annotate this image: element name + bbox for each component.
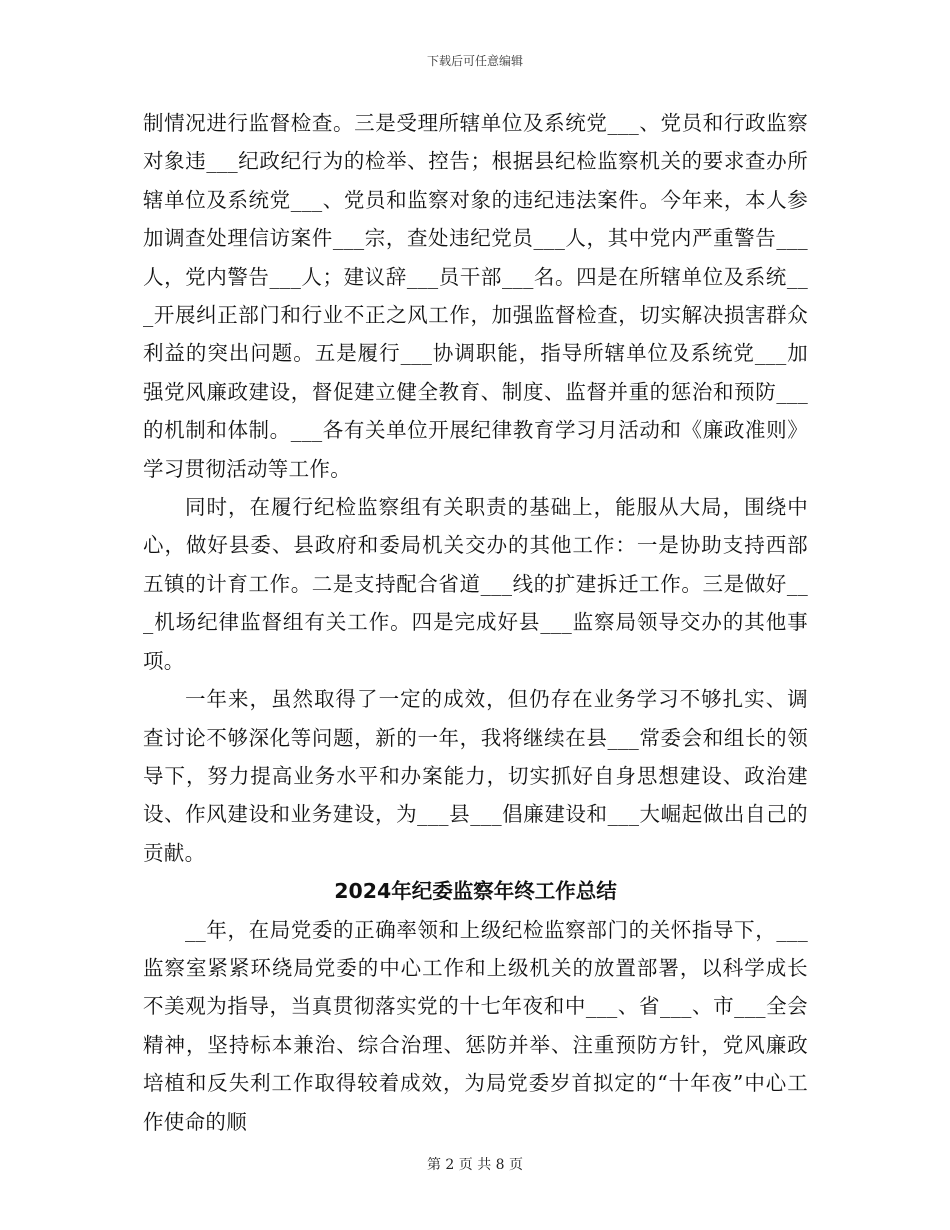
section-title: 2024年纪委监察年终工作总结: [334, 879, 617, 904]
paragraph-continued: 制情况进行监督检查。三是受理所辖单位及系统党___、党员和行政监察对象违___纪政纪行为的检举、控告；根据县纪检监察机关的要求查办所辖单位及系统党___、党员和监察对象的违纪违法案件。今年来，本人参加调查处理信访案件___宗，查处违纪党员___人，其中党内严重警告___人，党内警告___人；建议辞___员干部___名。四是在所辖单位及系统___开展纠正部门和行业不正之风工作，加强监督检查，切实解决损害群众利益的突出问题。五是履行___协调职能，指导所辖单位及系统党___加强党风廉政建设，督促建立健全教育、制度、监督并重的惩治和预防___的机制和体制。___各有关单位开展纪律教育学习月活动和《廉政准则》学习贯彻活动等工作。: [143, 111, 808, 481]
paragraph-section-intro: __年，在局党委的正确率领和上级纪检监察部门的关怀指导下，___监察室紧紧环绕局党委的中心工作和上级机关的放置部署，以科学成长不美观为指导，当真贯彻落实党的十七年夜和中___、省___、市___全会精神，坚持标本兼治、综合治理、惩防并举、注重预防方针，党风廉政培植和反失利工作取得较着成效，为局党委岁首拟定的“十年夜”中心工作使命的顺: [143, 917, 808, 1134]
page-header: 下载后可任意编辑: [426, 54, 523, 68]
paragraph-summary: 一年来，虽然取得了一定的成效，但仍存在业务学习不够扎实、调查讨论不够深化等问题，新的一年，我将继续在县___常委会和组长的领导下，努力提高业务水平和办案能力，切实抓好自身思想建设、政治建设、作风建设和业务建设，为___县___倡廉建设和___大崛起做出自己的贡献。: [143, 687, 808, 865]
paragraph-other-work: 同时，在履行纪检监察组有关职责的基础上，能服从大局，围绕中心，做好县委、县政府和委局机关交办的其他工作：一是协助支持西部五镇的计育工作。二是支持配合省道___线的扩建拆迁工作。三是做好___机场纪律监督组有关工作。四是完成好县___监察局领导交办的其他事项。: [143, 495, 808, 673]
document-body: [143, 104, 808, 1141]
page-number: 第 2 页 共 8 页: [426, 1157, 524, 1173]
